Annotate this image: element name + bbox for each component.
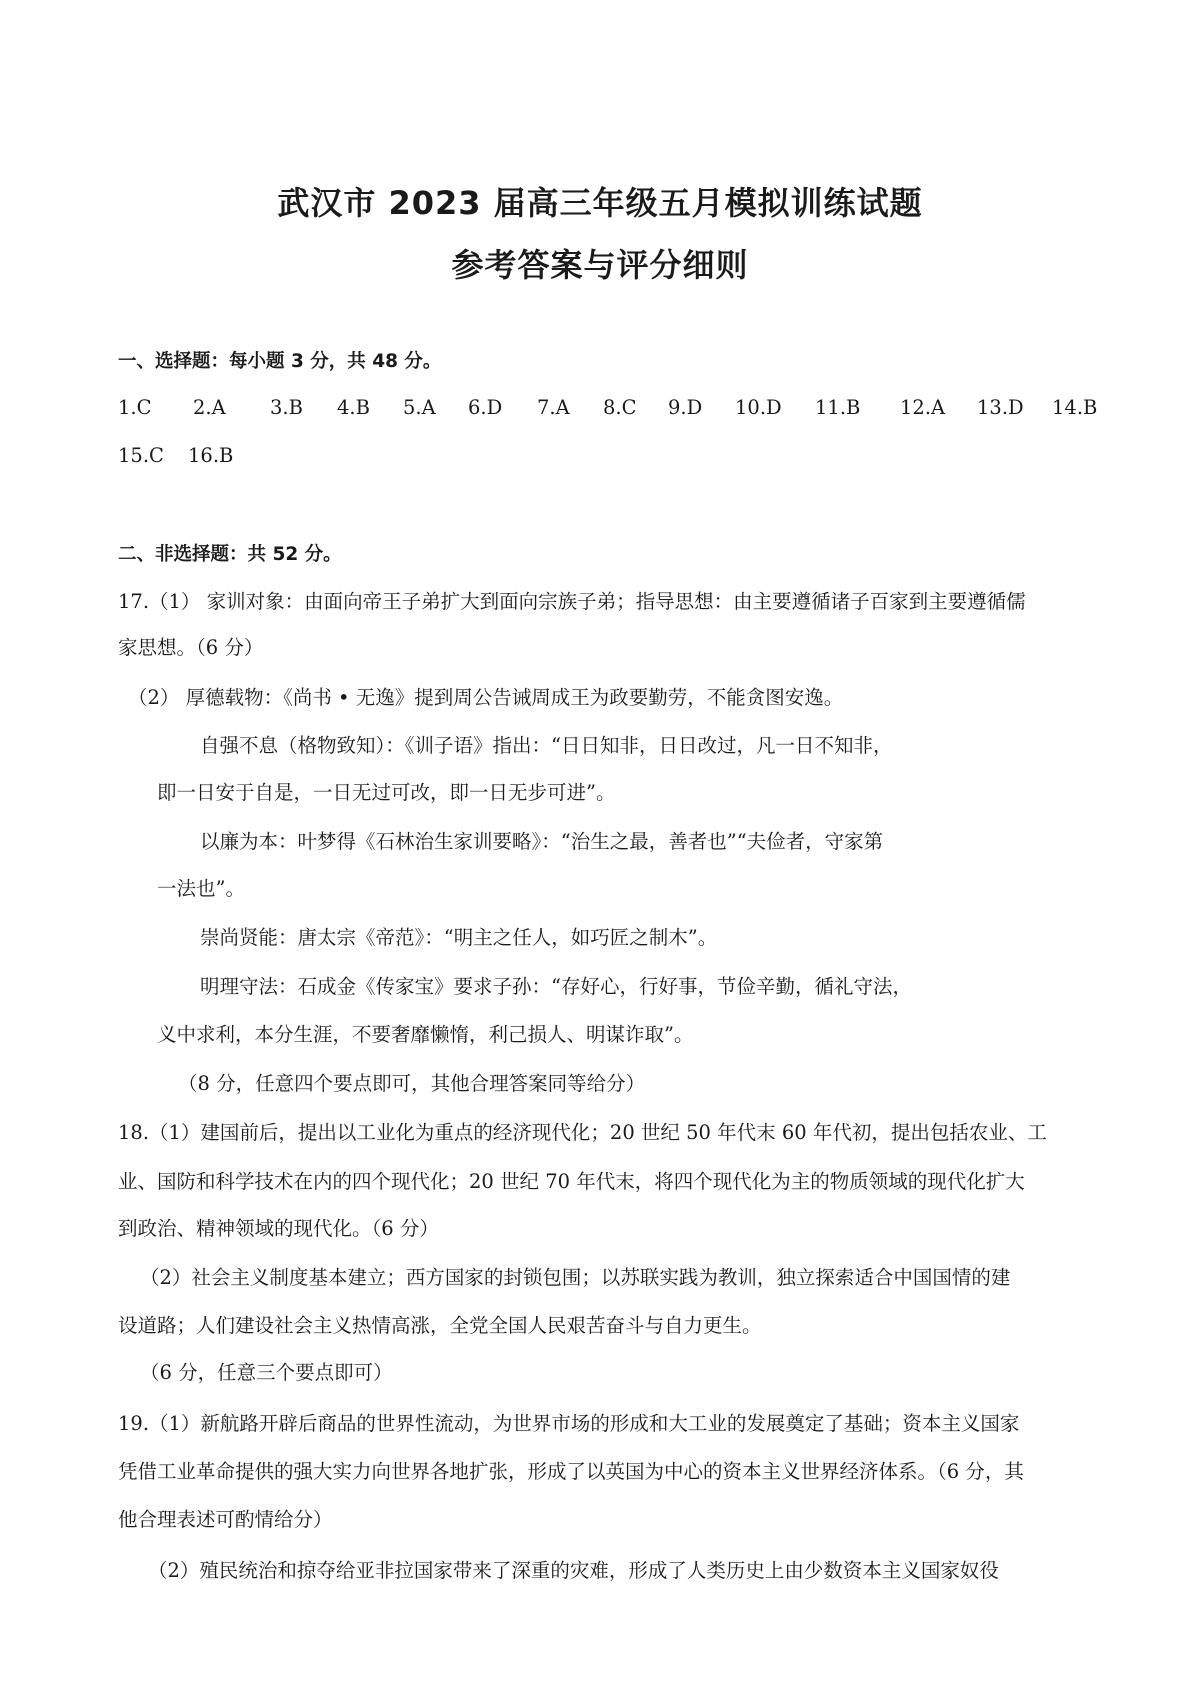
choice-answer: 3.B [270, 396, 303, 419]
choice-answer: 2.A [193, 396, 226, 419]
choice-answer: 16.B [188, 444, 234, 467]
choice-answer: 9.D [668, 396, 703, 419]
choice-answer: 12.A [900, 396, 946, 419]
answer-line: （2） 厚德载物：《尚书 • 无逸》提到周公告诫周成王为政要勤劳，不能贪图安逸。 [128, 686, 844, 709]
choice-answer: 1.C [118, 396, 152, 419]
choice-answer: 6.D [468, 396, 503, 419]
section2-heading: 二、非选择题：共 52 分。 [118, 544, 342, 565]
answer-line: （2）社会主义制度基本建立；西方国家的封锁包围；以苏联实践为教训，独立探索适合中国国情的建 [140, 1266, 1011, 1289]
answer-line: 自强不息（格物致知）：《训子语》指出：“日日知非，日日改过，凡一日不知非， [200, 734, 893, 757]
answer-line: 业、国防和科学技术在内的四个现代化；20 世纪 70 年代末，将四个现代化为主的物质领域的现代化扩大 [118, 1170, 1025, 1193]
answer-line: 18.（1）建国前后，提出以工业化为重点的经济现代化；20 世纪 50 年代末 60 年代初，提出包括农业、工 [118, 1121, 1047, 1144]
answer-line: 17.（1） 家训对象：由面向帝王子弟扩大到面向宗族子弟；指导思想：由主要遵循诸子百家到主要遵循儒 [118, 590, 1026, 613]
answer-line: 设道路；人们建设社会主义热情高涨，全党全国人民艰苦奋斗与自力更生。 [118, 1314, 762, 1337]
answer-line: 家思想。（6 分） [118, 636, 264, 659]
choice-answer: 5.A [403, 396, 436, 419]
answer-line: 以廉为本：叶梦得《石林治生家训要略》：“治生之最，善者也”“夫俭者，守家第 [200, 830, 884, 853]
answer-line: 义中求利，本分生涯，不要奢靡懒惰，利己损人、明谋诈取”。 [157, 1023, 694, 1046]
choice-answer: 11.B [815, 396, 861, 419]
answer-line: 一法也”。 [157, 877, 245, 900]
answer-line: 凭借工业革命提供的强大实力向世界各地扩张，形成了以英国为中心的资本主义世界经济体系。（6 分，其 [118, 1460, 1024, 1483]
answer-line: 到政治、精神领域的现代化。（6 分） [118, 1217, 439, 1240]
choice-answer: 15.C [118, 444, 164, 467]
choice-answer: 10.D [735, 396, 782, 419]
answer-line: （8 分，任意四个要点即可，其他合理答案同等给分） [178, 1072, 646, 1095]
choice-answer: 7.A [537, 396, 570, 419]
choice-answer: 14.B [1052, 396, 1098, 419]
answer-line: 明理守法：石成金《传家宝》要求子孙：“存好心，行好事，节俭辛勤，循礼守法， [200, 975, 912, 998]
section1-heading: 一、选择题：每小题 3 分，共 48 分。 [118, 351, 442, 372]
choice-answer: 8.C [603, 396, 637, 419]
answer-line: （6 分，任意三个要点即可） [140, 1361, 393, 1384]
document-subtitle: 参考答案与评分细则 [451, 246, 749, 284]
answer-line: 崇尚贤能：唐太宗《帝范》：“明主之任人，如巧匠之制木”。 [200, 926, 718, 949]
answer-line: 即一日安于自是，一日无过可改，即一日无步可进”。 [157, 781, 616, 804]
answer-line: 19.（1）新航路开辟后商品的世界性流动，为世界市场的形成和大工业的发展奠定了基础；资本主义国家 [118, 1412, 1020, 1435]
choice-answer: 13.D [977, 396, 1024, 419]
answer-line: 他合理表述可酌情给分） [118, 1508, 333, 1531]
choice-answer: 4.B [337, 396, 370, 419]
answer-line: （2）殖民统治和掠夺给亚非拉国家带来了深重的灾难，形成了人类历史上由少数资本主义国家奴役 [148, 1559, 999, 1582]
document-title: 武汉市 2023 届高三年级五月模拟训练试题 [277, 184, 923, 222]
